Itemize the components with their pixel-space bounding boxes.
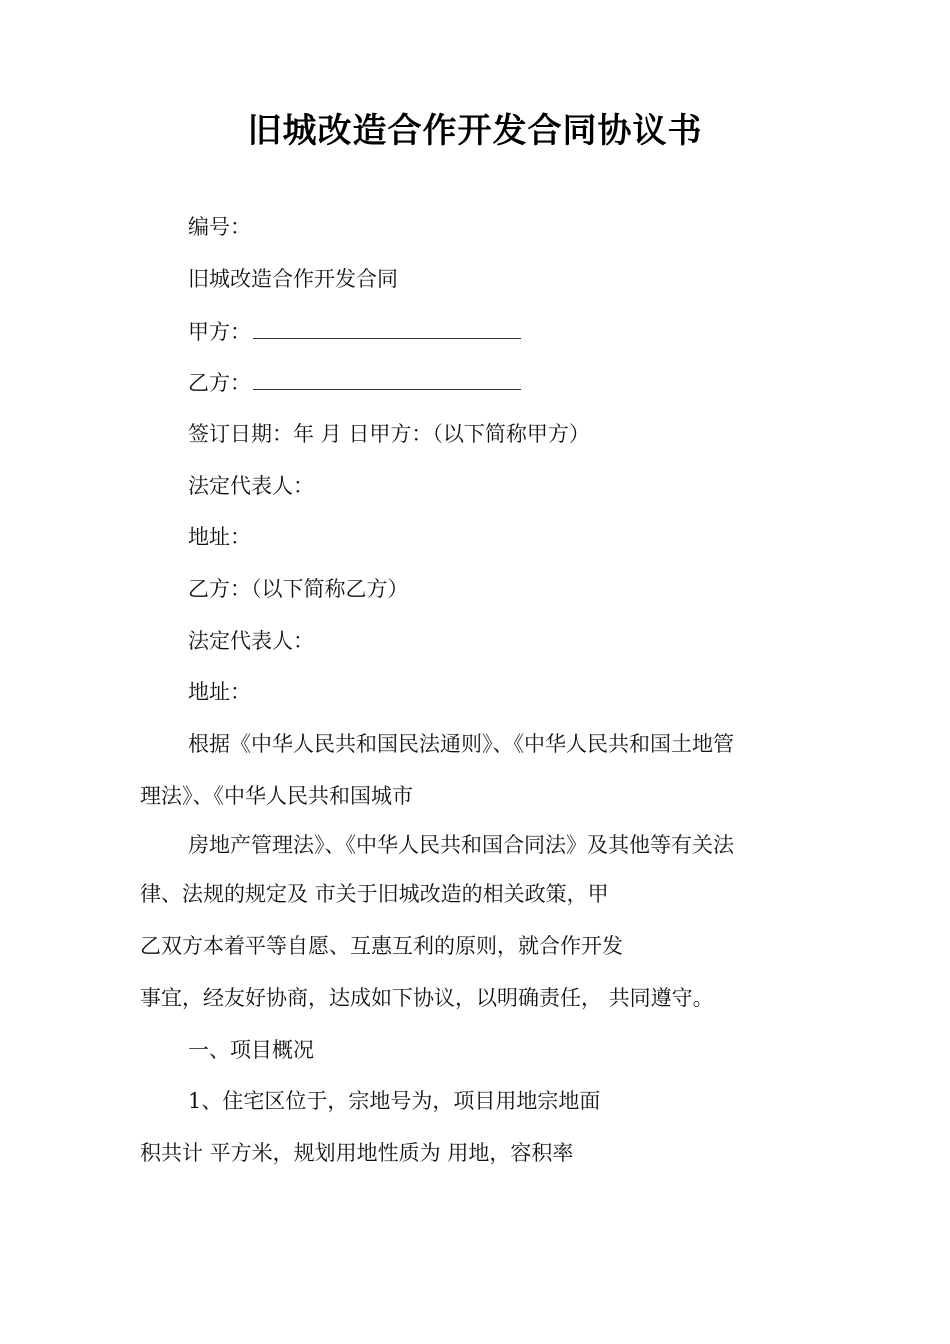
body-line: 乙双方本着平等自愿、互惠互利的原则，就合作开发 <box>140 934 623 958</box>
document-title: 旧城改造合作开发合同协议书 <box>247 111 703 151</box>
party-b-label: 乙方： <box>188 371 251 395</box>
section-heading: 一、项目概况 <box>188 1038 314 1062</box>
party-a-label: 甲方： <box>188 320 251 344</box>
sign-date-line: 签订日期：年 月 日甲方：（以下简称甲方） <box>188 422 590 446</box>
party-b-line <box>188 367 521 398</box>
body-line: 事宜，经友好协商，达成如下协议，以明确责任， 共同遵守。 <box>140 986 714 1010</box>
legal-rep-a: 法定代表人： <box>188 474 314 498</box>
body-line: 积共计 平方米，规划用地性质为 用地，容积率 <box>140 1141 574 1165</box>
party-b-blank <box>253 367 521 390</box>
body-line: 房地产管理法》、《中华人民共和国合同法》及其他等有关法 <box>188 833 734 857</box>
party-b-intro: 乙方：（以下简称乙方） <box>188 577 409 601</box>
body-line: 根据《中华人民共和国民法通则》、《中华人民共和国土地管 <box>188 732 734 756</box>
legal-rep-b: 法定代表人： <box>188 629 314 653</box>
number-label: 编号： <box>188 215 251 239</box>
party-a-line <box>188 316 521 347</box>
address-b: 地址： <box>188 680 251 704</box>
body-line: 律、法规的规定及 市关于旧城改造的相关政策，甲 <box>140 882 609 906</box>
body-line: 1、住宅区位于，宗地号为，项目用地宗地面 <box>188 1089 601 1113</box>
party-a-blank <box>253 316 521 339</box>
body-line: 理法》、《中华人民共和国城市 <box>140 784 413 808</box>
address-a: 地址： <box>188 525 251 549</box>
contract-name: 旧城改造合作开发合同 <box>188 267 398 291</box>
